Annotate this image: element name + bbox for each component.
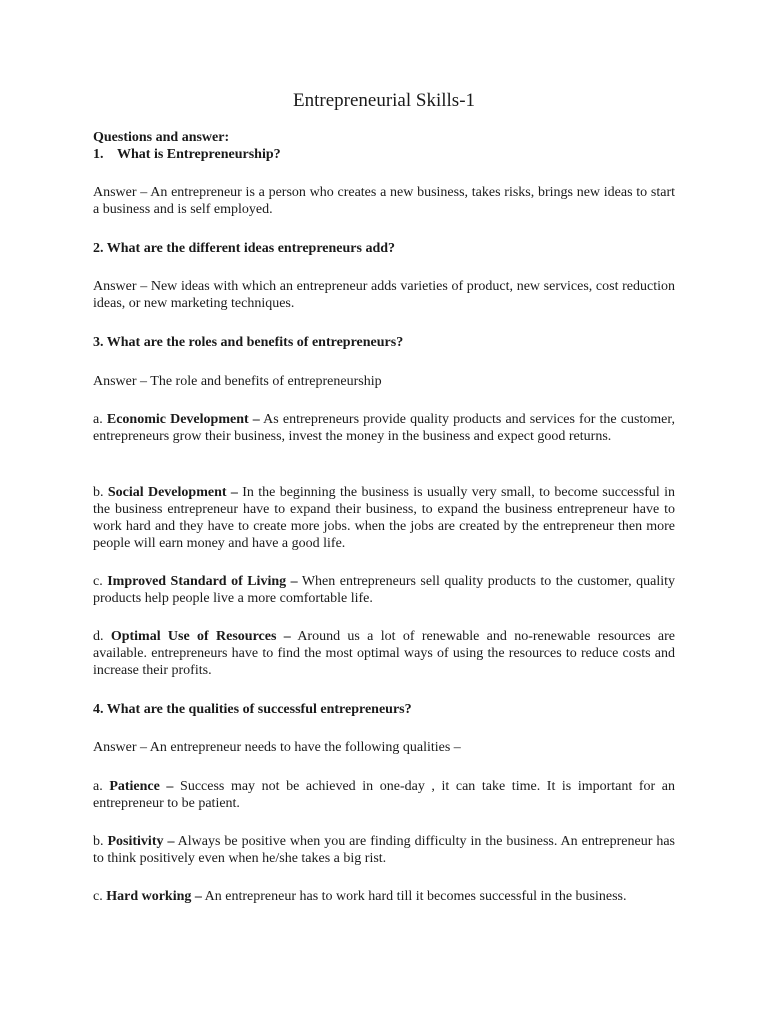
item-prefix: b. (93, 485, 104, 500)
item-term: Positivity – (107, 834, 175, 849)
item-text: Success may not be achieved in one-day , it can take time. It is important for an entrepreneur to be patient. (93, 779, 676, 811)
answer-3-item-resources (93, 628, 675, 679)
document-title: Entrepreneurial Skills-1 (292, 90, 476, 111)
item-text: Around us a lot of renewable and no-renewable resources are available. entrepreneurs have to find the most optimal ways of using the resources to reduce costs and increase their profits. (93, 629, 675, 678)
answer-4: Answer – An entrepreneur needs to have the following qualities – (93, 740, 461, 755)
item-term: Economic Development – (106, 412, 260, 427)
question-2: 2. What are the different ideas entrepreneurs add? (93, 241, 396, 256)
question-4: 4. What are the qualities of successful entrepreneurs? (93, 702, 412, 717)
item-text: An entrepreneur has to work hard till it becomes successful in the business. (204, 889, 627, 904)
item-prefix: d. (93, 629, 104, 644)
item-prefix: c. (93, 574, 103, 589)
answer-4-item-hard-working (93, 888, 675, 905)
item-term: Social Development – (107, 485, 238, 500)
question-1 (93, 146, 675, 163)
answer-4-item-positivity (93, 833, 675, 867)
item-term: Improved Standard of Living – (107, 574, 298, 589)
question-1-number: 1. (93, 147, 104, 162)
answer-1: Answer – An entrepreneur is a person who creates a new business, takes risks, brings new ideas to start a business and is self employed. (93, 185, 675, 217)
item-text: Always be positive when you are finding difficulty in the business. An entrepreneur has to think positively even when he/she takes a big rist. (93, 834, 675, 866)
question-3: 3. What are the roles and benefits of entrepreneurs? (93, 335, 404, 350)
answer-4-item-patience (93, 778, 675, 812)
item-prefix: b. (93, 834, 104, 849)
answer-3-item-economic (93, 411, 675, 445)
item-prefix: a. (93, 412, 103, 427)
item-prefix: a. (93, 779, 103, 794)
item-text: When entrepreneurs sell quality products to the customer, quality products help people live a more comfortable life. (93, 574, 676, 606)
section-heading: Questions and answer: (93, 130, 230, 145)
item-term: Patience – (109, 779, 174, 794)
item-term: Optimal Use of Resources – (110, 629, 291, 644)
item-text: In the beginning the business is usually very small, to become successful in the business entrepreneur have to expand their business, to expand the business entrepreneur have to work hard and they have to create more jobs. when the jobs are created by the entrepreneur then more people will earn money and have a good life. (93, 485, 676, 551)
item-term: Hard working – (106, 889, 202, 904)
document-page (93, 0, 675, 1024)
answer-3-item-social (93, 484, 675, 552)
item-prefix: c. (93, 889, 103, 904)
answer-3-item-standard-of-living (93, 573, 675, 607)
question-1-text: What is Entrepreneurship? (117, 147, 281, 162)
item-text: As entrepreneurs provide quality products and services for the customer, entrepreneurs grow their business, invest the money in the business and expect good returns. (93, 412, 675, 444)
answer-2: Answer – New ideas with which an entrepreneur adds varieties of product, new services, cost reduction ideas, or new marketing techniques. (93, 279, 675, 311)
answer-3: Answer – The role and benefits of entrepreneurship (93, 374, 382, 389)
